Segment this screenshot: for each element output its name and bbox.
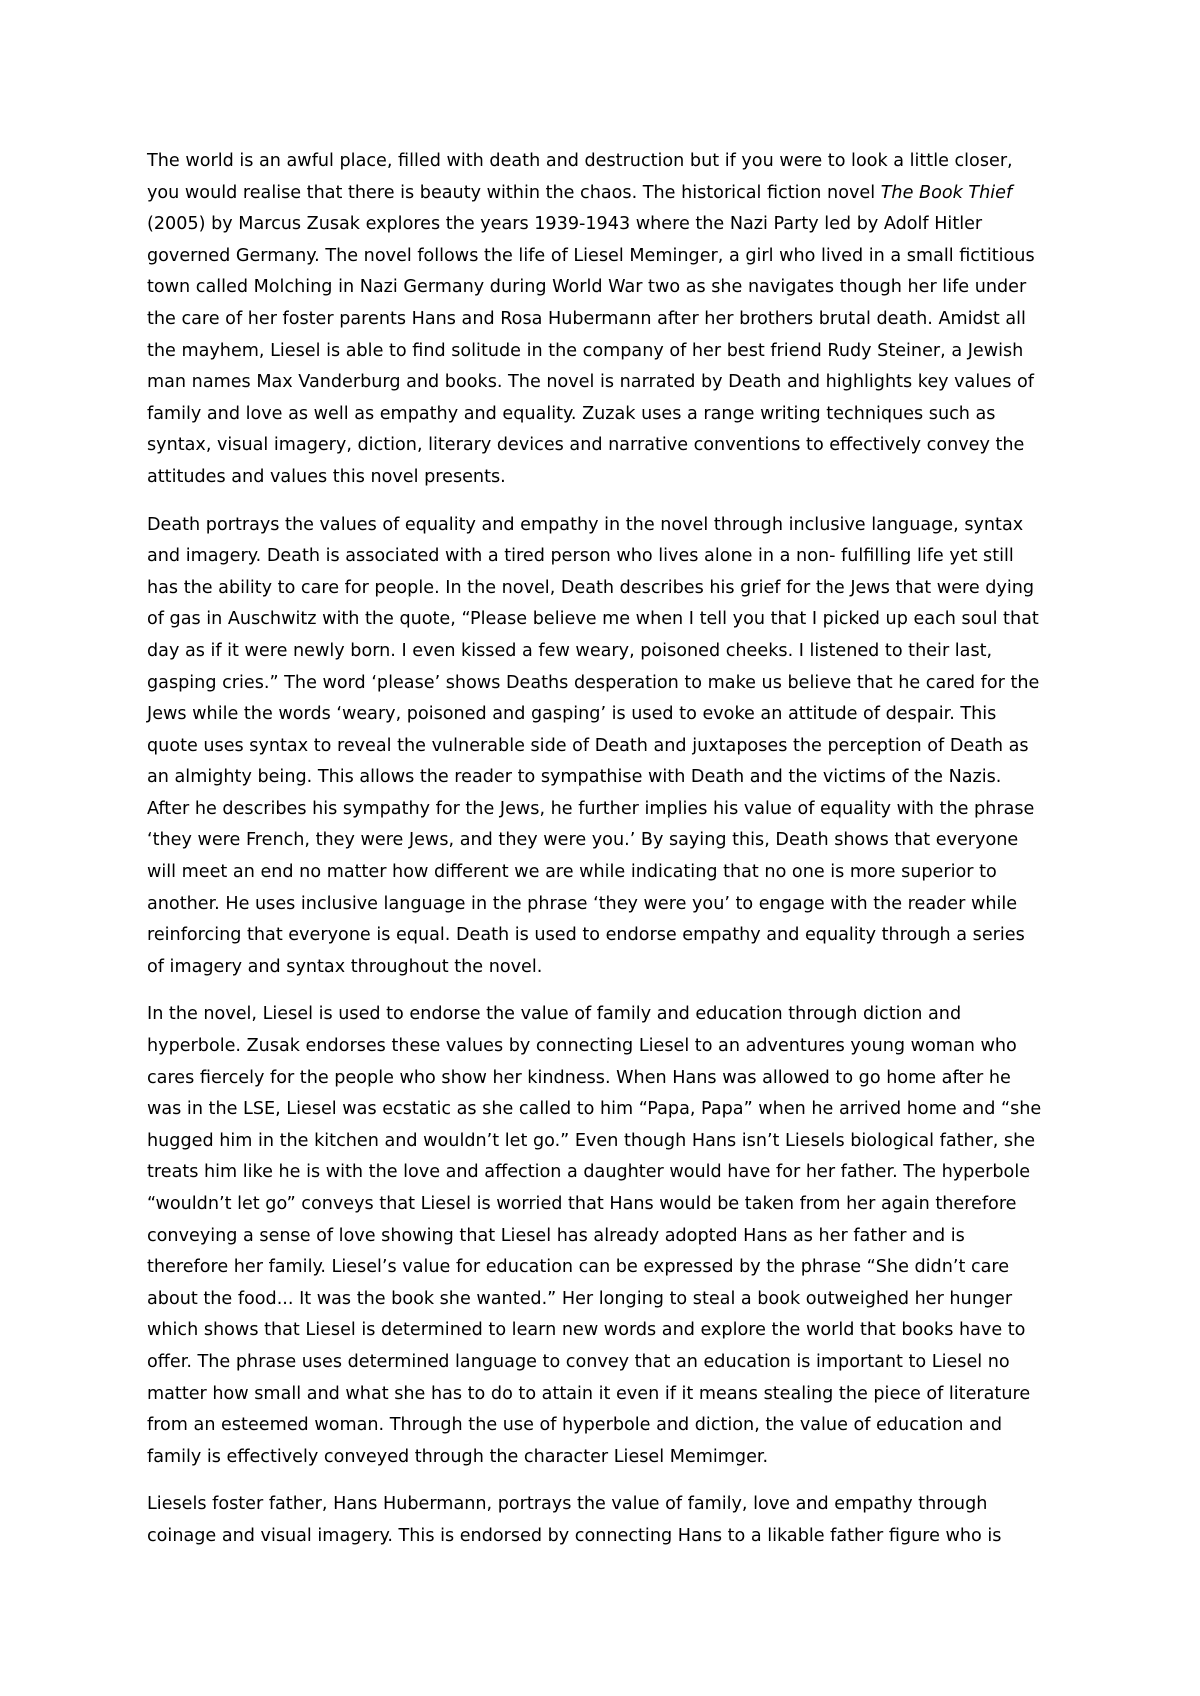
text-run: you would realise that there is beauty within the chaos. The historical fiction novel (147, 182, 881, 203)
text-line: The world is an awful place, filled with death and destruction but if you were to look a little closer, (147, 151, 1013, 171)
text-line: family is effectively conveyed through the character Liesel Memimger. (147, 1446, 769, 1467)
text-line: Death portrays the values of equality and empathy in the novel through inclusive language, syntax (147, 514, 1024, 535)
text-line: conveying a sense of love showing that Liesel has already adopted Hans as her father and is (147, 1225, 965, 1246)
text-line: matter how small and what she has to do to attain it even if it means stealing the piece of literature (147, 1383, 1031, 1404)
text-line: another. He uses inclusive language in the phrase ‘they were you’ to engage with the reader while (147, 893, 1018, 914)
text-line: ‘they were French, they were Jews, and they were you.’ By saying this, Death shows that everyone (147, 830, 1019, 851)
text-line: cares fiercely for the people who show her kindness. When Hans was allowed to go home after he (147, 1067, 1011, 1088)
text-line: “wouldn’t let go” conveys that Liesel is worried that Hans would be taken from her again therefore (147, 1194, 1017, 1214)
text-line: of imagery and syntax throughout the novel. (147, 956, 543, 977)
text-line: Jews while the words ‘weary, poisoned and gasping’ is used to evoke an attitude of despair. This (147, 704, 997, 725)
text-line: will meet an end no matter how different we are while indicating that no one is more superior to (147, 862, 997, 883)
text-line: Liesels foster father, Hans Hubermann, portrays the value of family, love and empathy through (147, 1494, 988, 1515)
text-line: treats him like he is with the love and affection a daughter would have for her father. The hyperbole (147, 1162, 1031, 1183)
text-line: was in the LSE, Liesel was ecstatic as she called to him “Papa, Papa” when he arrived home and “she (147, 1099, 1042, 1120)
text-line: has the ability to care for people. In the novel, Death describes his grief for the Jews that were dying (147, 577, 1035, 598)
text-line: hyperbole. Zusak endorses these values by connecting Liesel to an adventures young woman who (147, 1036, 1017, 1057)
essay-body (147, 146, 1067, 1569)
paragraph-liesel (147, 999, 1067, 1473)
text-line: from an esteemed woman. Through the use of hyperbole and diction, the value of education and (147, 1415, 1003, 1436)
text-line: day as if it were newly born. I even kissed a few weary, poisoned cheeks. I listened to their last, (147, 640, 993, 661)
text-line: therefore her family. Liesel’s value for education can be expressed by the phrase “She didn’t care (147, 1257, 1010, 1278)
text-line: In the novel, Liesel is used to endorse the value of family and education through diction and (147, 1004, 962, 1025)
text-line: governed Germany. The novel follows the life of Liesel Meminger, a girl who lived in a small fictitious (147, 245, 1035, 266)
text-line: gasping cries.” The word ‘please’ shows Deaths desperation to make us believe that he cared for the (147, 672, 1040, 693)
text-line: hugged him in the kitchen and wouldn’t let go.” Even though Hans isn’t Liesels biological father, she (147, 1130, 1036, 1151)
paragraph-introduction (147, 146, 1067, 494)
text-line: attitudes and values this novel presents. (147, 466, 506, 487)
text-line: the mayhem, Liesel is able to find solitude in the company of her best friend Rudy Steiner, a Jewish (147, 340, 1024, 361)
text-line: which shows that Liesel is determined to learn new words and explore the world that books have to (147, 1320, 1026, 1341)
text-line: of gas in Auschwitz with the quote, “Please believe me when I tell you that I picked up each soul that (147, 609, 1039, 630)
book-title: The Book Thief (880, 182, 1013, 203)
paragraph-hans (147, 1489, 1067, 1552)
text-line: reinforcing that everyone is equal. Death is used to endorse empathy and equality through a series (147, 925, 1025, 946)
text-line: town called Molching in Nazi Germany during World War two as she navigates though her life under (147, 277, 1027, 298)
text-line: syntax, visual imagery, diction, literary devices and narrative conventions to effectively convey the (147, 435, 1025, 456)
text-line: offer. The phrase uses determined language to convey that an education is important to Liesel no (147, 1351, 1010, 1372)
text-line: family and love as well as empathy and equality. Zuzak uses a range writing techniques such as (147, 403, 996, 424)
text-line: and imagery. Death is associated with a tired person who lives alone in a non- fulfilling life yet still (147, 546, 1014, 567)
text-line: the care of her foster parents Hans and Rosa Hubermann after her brothers brutal death. Amidst all (147, 308, 1026, 329)
paragraph-death (147, 510, 1067, 984)
text-line: coinage and visual imagery. This is endorsed by connecting Hans to a likable father figure who is (147, 1525, 1002, 1546)
text-line: about the food... It was the book she wanted.” Her longing to steal a book outweighed her hunger (147, 1288, 1013, 1309)
text-line: an almighty being. This allows the reader to sympathise with Death and the victims of the Nazis. (147, 767, 1002, 788)
text-line (147, 178, 1067, 210)
text-line: After he describes his sympathy for the Jews, he further implies his value of equality with the phrase (147, 798, 1035, 819)
text-line: quote uses syntax to reveal the vulnerable side of Death and juxtaposes the perception of Death as (147, 735, 1029, 756)
text-line: (2005) by Marcus Zusak explores the years 1939-1943 where the Nazi Party led by Adolf Hitler (147, 214, 983, 235)
text-line: man names Max Vanderburg and books. The novel is narrated by Death and highlights key values of (147, 372, 1034, 393)
